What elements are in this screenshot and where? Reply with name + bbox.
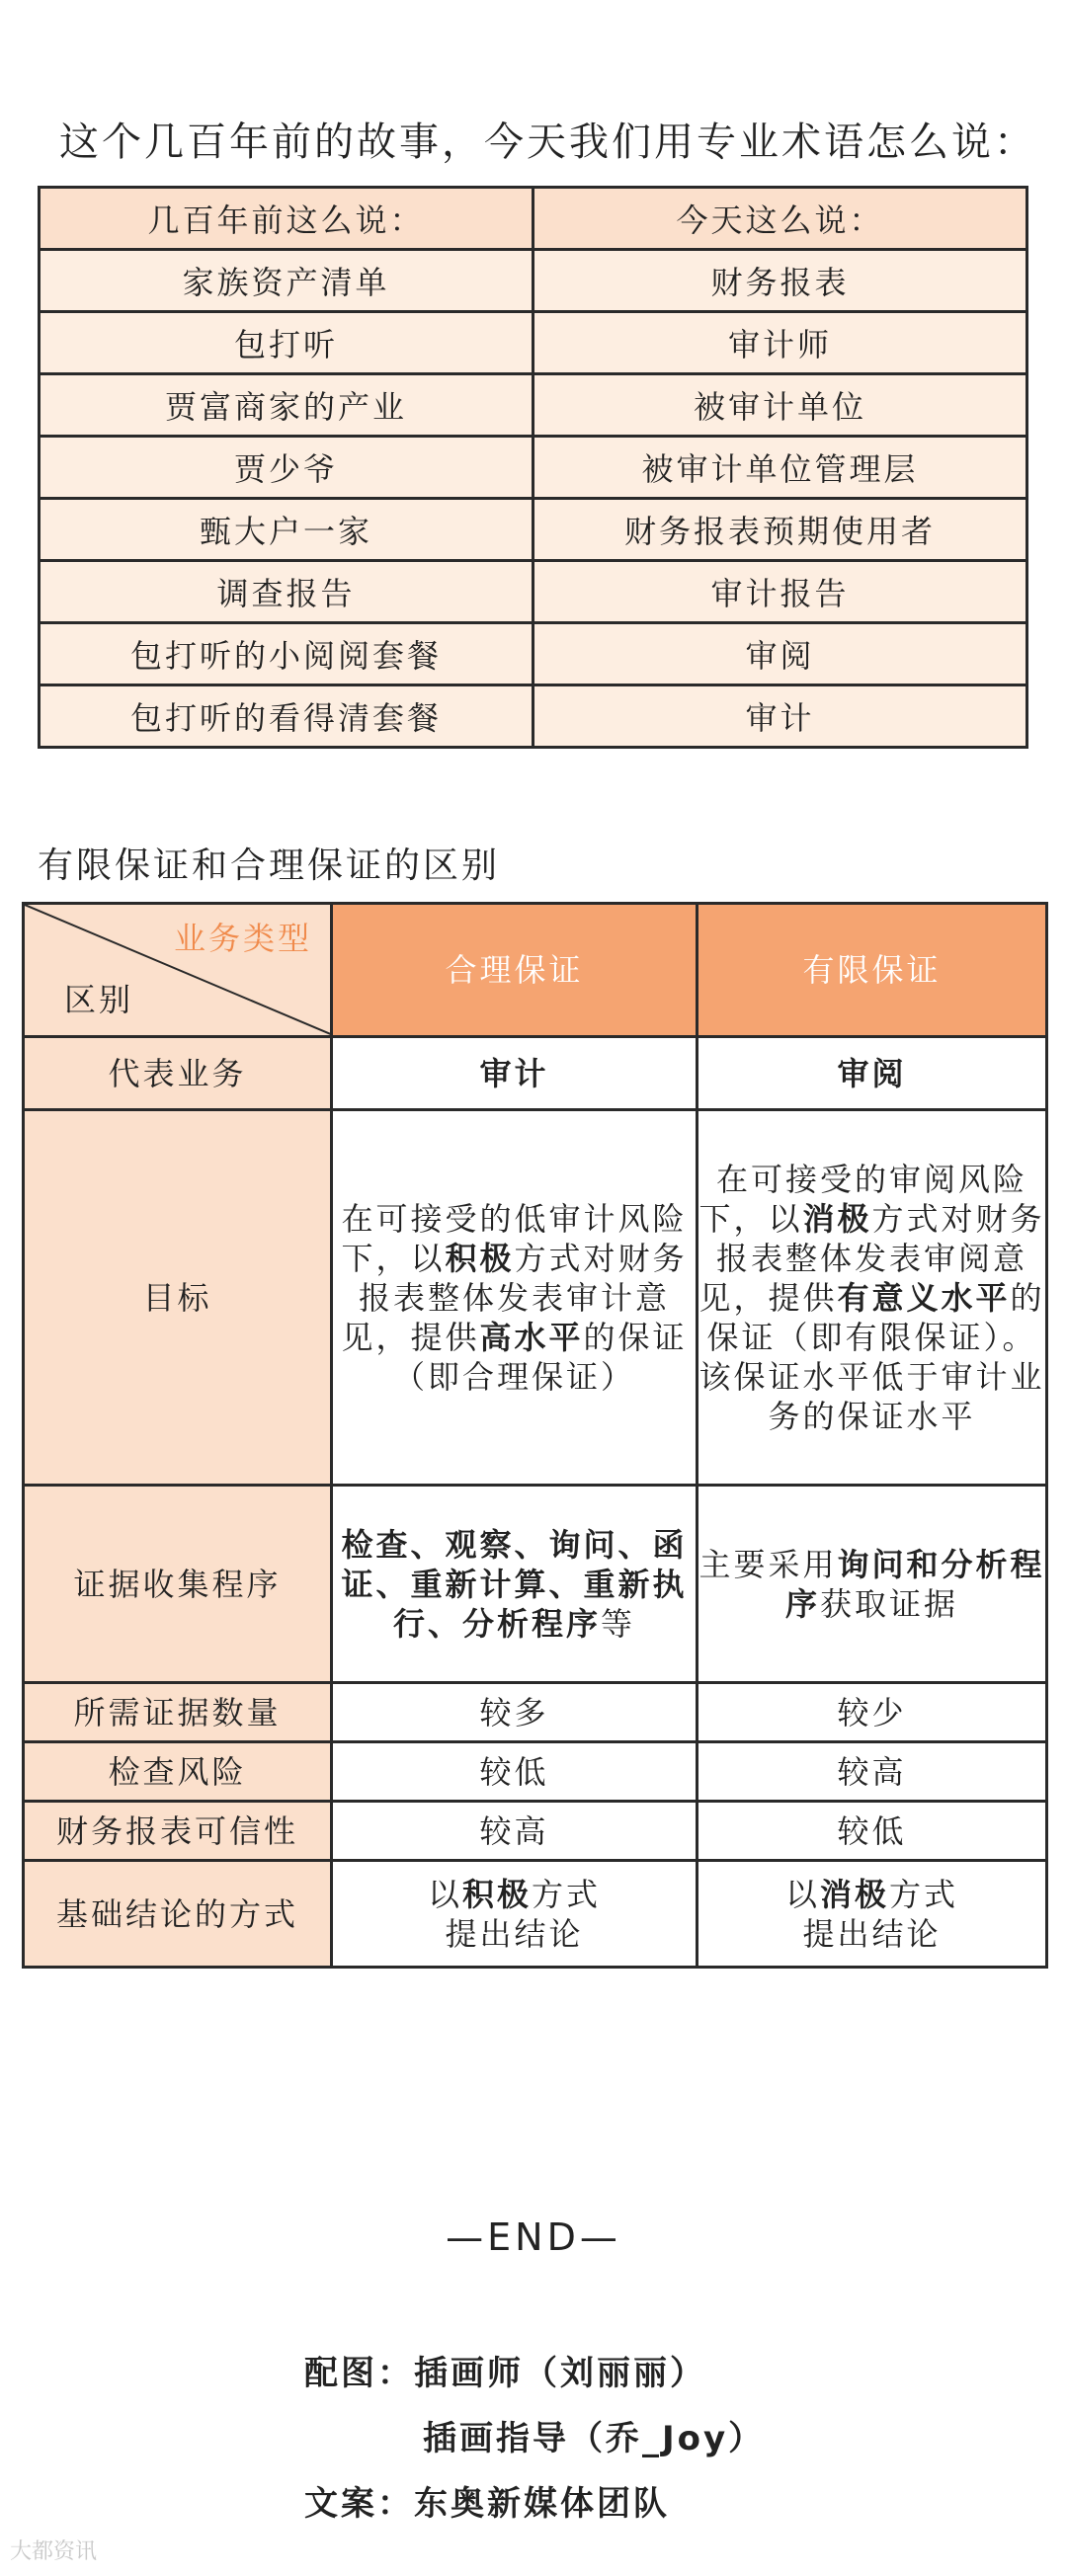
- illustration-credit: [304, 2346, 706, 2394]
- illustrator-name: 插画师（刘丽丽）: [414, 2354, 706, 2393]
- quantity-reasonable: 较多: [332, 1683, 698, 1742]
- table-row: [24, 1110, 1047, 1486]
- table-row: [40, 499, 1027, 561]
- table-row: [40, 312, 1027, 374]
- new-term: 审计师: [534, 312, 1027, 374]
- table-row: [40, 250, 1027, 312]
- col-reasonable-assurance: 合理保证: [332, 904, 698, 1037]
- old-term: 包打听的小阅阅套餐: [40, 623, 534, 685]
- risk-limited: 较高: [698, 1742, 1047, 1802]
- copy-credit: [304, 2476, 670, 2525]
- row-label: 证据收集程序: [24, 1486, 332, 1683]
- header-new: 今天这么说：: [534, 188, 1027, 250]
- difference-label: 区别: [64, 981, 134, 1018]
- cred-reasonable: 较高: [332, 1802, 698, 1861]
- table-row: [24, 1802, 1047, 1861]
- quantity-limited: 较少: [698, 1683, 1047, 1742]
- evidence-limited: 主要采用询问和分析程序获取证据: [698, 1486, 1047, 1683]
- table-row: [40, 623, 1027, 685]
- cred-limited: 较低: [698, 1802, 1047, 1861]
- new-term: 审计: [534, 685, 1027, 748]
- new-term: 审阅: [534, 623, 1027, 685]
- rep-reasonable: 审计: [479, 1054, 549, 1092]
- conclusion-reasonable: 以积极方式 提出结论: [332, 1861, 698, 1968]
- illustration-director: 插画指导（乔_Joy）: [423, 2419, 766, 2458]
- table-row: [24, 1861, 1047, 1968]
- table-row: [24, 1486, 1047, 1683]
- row-label: 财务报表可信性: [24, 1802, 332, 1861]
- table-row: [40, 437, 1027, 499]
- table-row: [40, 374, 1027, 437]
- new-term: 被审计单位管理层: [534, 437, 1027, 499]
- copy-label: 文案：: [304, 2484, 414, 2524]
- illustration-label: 配图：: [304, 2354, 414, 2393]
- goal-limited: 在可接受的审阅风险下，以消极方式对财务报表整体发表审阅意见，提供有意义水平的保证（即有限保证）。该保证水平低于审计业务的保证水平: [698, 1110, 1047, 1486]
- old-term: 家族资产清单: [40, 250, 534, 312]
- table-row: [40, 561, 1027, 623]
- new-term: 审计报告: [534, 561, 1027, 623]
- table-header-row: [40, 188, 1027, 250]
- row-label: 所需证据数量: [24, 1683, 332, 1742]
- col-limited-assurance: 有限保证: [698, 904, 1047, 1037]
- corner-header-cell: [24, 904, 332, 1037]
- old-term: 包打听: [40, 312, 534, 374]
- row-label: 目标: [24, 1110, 332, 1486]
- copy-team: 东奥新媒体团队: [414, 2484, 670, 2524]
- table-row: [24, 1683, 1047, 1742]
- new-term: 财务报表: [534, 250, 1027, 312]
- end-marker: —END—: [446, 2215, 621, 2259]
- assurance-comparison-table: [22, 902, 1048, 1969]
- new-term: 财务报表预期使用者: [534, 499, 1027, 561]
- row-label: 代表业务: [24, 1037, 332, 1110]
- old-term: 贾富商家的产业: [40, 374, 534, 437]
- conclusion-limited: 以消极方式 提出结论: [698, 1861, 1047, 1968]
- new-term: 被审计单位: [534, 374, 1027, 437]
- section2-heading: 有限保证和合理保证的区别: [38, 845, 501, 886]
- table-row: [40, 685, 1027, 748]
- terminology-table: [38, 186, 1028, 749]
- table-row: [24, 1742, 1047, 1802]
- evidence-reasonable: 检查、观察、询问、函证、重新计算、重新执行、分析程序等: [332, 1486, 698, 1683]
- section1-heading: 这个几百年前的故事，今天我们用专业术语怎么说：: [59, 120, 1036, 165]
- row-label: 基础结论的方式: [24, 1861, 332, 1968]
- table-row: [24, 1037, 1047, 1110]
- rep-limited: 审阅: [837, 1054, 907, 1092]
- old-term: 甄大户一家: [40, 499, 534, 561]
- old-term: 调查报告: [40, 561, 534, 623]
- old-term: 贾少爷: [40, 437, 534, 499]
- table-header-row: [24, 904, 1047, 1037]
- goal-reasonable: 在可接受的低审计风险下，以积极方式对财务报表整体发表审计意见，提供高水平的保证（即合理保证）: [332, 1110, 698, 1486]
- business-type-label: 业务类型: [173, 920, 312, 957]
- header-old: 几百年前这么说：: [40, 188, 534, 250]
- old-term: 包打听的看得清套餐: [40, 685, 534, 748]
- row-label: 检查风险: [24, 1742, 332, 1802]
- watermark: 大都资讯: [10, 2539, 98, 2564]
- risk-reasonable: 较低: [332, 1742, 698, 1802]
